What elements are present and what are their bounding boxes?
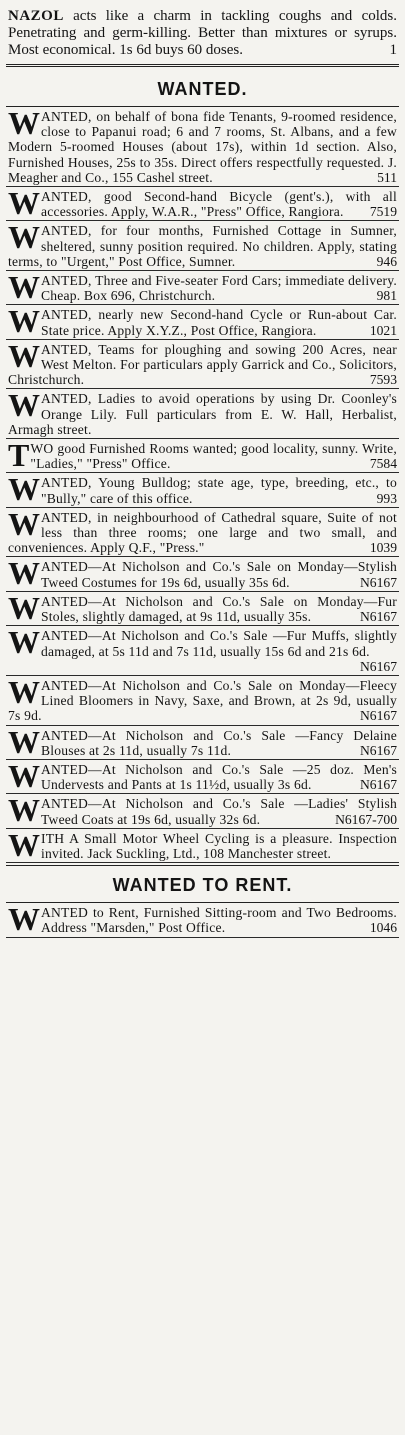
drop-capital: W [8,624,39,661]
classified-ad [6,439,399,473]
drop-capital: W [8,105,39,141]
ad-text: ANTED—At Nicholson and Co.'s Sale on Monday—Fur Stoles, slightly damaged, at 9s 11d, usually 35s. [41,593,397,625]
ad-reference-number: N6167 [359,609,397,625]
drop-capital: T [8,437,29,474]
ad-text: ANTED—At Nicholson and Co.'s Sale —25 doz. Men's Undervests and Pants at 1s 11½d, usually 3s 6d. [41,761,397,793]
drop-capital: W [8,673,39,710]
ad-reference-number: 7593 [369,372,397,388]
ad-reference-number: N6167 [359,708,397,724]
classified-ad [6,626,399,676]
ad-text: WO good Furnished Rooms wanted; good locality, sunny. Write, "Ladies," "Press" Office. [30,441,397,472]
classified-ad [6,337,399,390]
ad-text: ANTED, Three and Five-seater Ford Cars; immediate delivery. Cheap. Box 696, Christchurch. [41,273,397,304]
ad-reference-number: 1021 [369,322,397,338]
drop-capital: W [8,303,39,340]
ad-text: ANTED—At Nicholson and Co.'s Sale —Ladies' Stylish Tweed Coats at 19s 6d, usually 32s 6d. [41,796,397,827]
drop-capital: W [8,757,39,794]
ad-text: ITH A Small Motor Wheel Cycling is a pleasure. Inspection invited. Jack Suckling, Ltd., 108 Manchester street. [41,830,397,861]
wanted-to-rent-heading: WANTED TO RENT. [6,865,399,903]
drop-capital: W [8,505,39,542]
classified-ad [6,757,399,794]
drop-capital: W [8,555,39,592]
drop-capital: W [8,723,39,760]
drop-capital: W [8,471,39,508]
classified-ad [6,187,399,221]
drop-capital: W [8,826,39,863]
ad-text: ANTED—At Nicholson and Co.'s Sale on Monday—Stylish Tweed Costumes for 19s 6d, usually 35s 6d. [41,559,397,590]
classified-ad [6,389,399,439]
classified-ad [6,826,399,863]
ad-reference-number: N6167 [359,574,397,590]
ad-reference-number: 946 [376,253,397,269]
classified-ad [6,903,399,937]
classified-ad [6,271,399,305]
ad-reference-number: N6167 [359,777,397,793]
drop-capital: W [8,792,39,829]
ad-reference-number: N6167 [359,658,397,674]
drop-capital: W [8,589,39,626]
ad-reference-number: 1046 [369,920,397,936]
classified-ad [6,221,399,271]
nazol-brand: NAZOL [8,8,64,24]
classified-ad [6,107,399,187]
classified-ad [6,305,399,339]
drop-capital: W [8,337,39,374]
ad-text: ANTED—At Nicholson and Co.'s Sale on Monday—Fleecy Lined Bloomers in Navy, Saxe, and Brown, at 2s 9d, usually 7s 9d. [8,677,397,724]
drop-capital: W [8,269,39,306]
nazol-text: acts like a charm in tackling coughs and colds. Penetrating and germ-killing. Better than mixtures or syrups. Most economical. 1s 6d buys 60 doses. [8,8,397,58]
ad-text: ANTED, in neighbourhood of Cathedral square, Suite of not less than three rooms; one large and two small, and conveniences. Apply Q.F., "Press." [8,509,397,556]
classified-ad [6,794,399,828]
ad-text: ANTED, Young Bulldog; state age, type, breeding, etc., to "Bully," care of this office. [41,475,397,506]
ad-reference-number: N6167-700 [335,811,397,827]
ad-reference-number: 7519 [369,204,397,220]
ad-reference-number: 511 [377,169,397,185]
classified-ad [6,589,399,626]
ad-text: ANTED, on behalf of bona fide Tenants, 9-roomed residence, close to Papanui road; 6 and 7 rooms, St. Albans, and a few Modern 5-roomed Houses (about 17s), within 1d section. Also, Furnished Houses, 25s to 35s. Direct offers respectfully requested. J. Meagher and Co., 155 Cashel street. [8,109,397,185]
drop-capital: W [8,219,39,256]
ad-text: ANTED to Rent, Furnished Sitting-room and Two Bedrooms. Address "Marsden," Post Office. [41,905,397,936]
classified-ad [6,473,399,507]
ad-reference-number: N6167 [359,742,397,758]
classified-ad [6,557,399,591]
ad-text: ANTED, Teams for ploughing and sowing 200 Acres, near West Melton. For particulars apply Garrick and Co., Solicitors, Christchurch. [8,341,397,388]
classified-ad [6,723,399,760]
ad-text: ANTED, nearly new Second-hand Cycle or Run-about Car. State price. Apply X.Y.Z., Post Office, Rangiora. [41,307,397,338]
classified-ad [6,673,399,726]
ad-text: ANTED—At Nicholson and Co.'s Sale —Fancy Delaine Blouses at 2s 11d, usually 7s 11d. [41,727,397,758]
drop-capital: W [8,901,39,938]
drop-capital: W [8,185,39,222]
wanted-ads-list [6,107,399,863]
rent-ads-list [6,903,399,937]
ad-reference-number: 7584 [369,456,397,472]
section-divider [6,64,399,67]
ad-text: ANTED—At Nicholson and Co.'s Sale —Fur Muffs, slightly damaged, at 5s 11d and 7s 11d, usually 15s 6d and 21s 6d. [41,628,397,659]
ad-reference-number: 1039 [369,540,397,556]
nazol-advert [6,2,399,59]
ad-text: ANTED, for four months, Furnished Cottage in Sumner, sheltered, sunny position required. No children. Apply, stating terms, to "Urgent," Post Office, Sumner. [8,223,397,269]
classified-ad [6,505,399,558]
ad-text: ANTED, Ladies to avoid operations by using Dr. Coonley's Orange Lily. Full particulars from E. W. Hall, Herbalist, Armagh street. [8,391,397,437]
ad-text: ANTED, good Second-hand Bicycle (gent's.), with all accessories. Apply, W.A.R., "Press" Office, Rangiora. [41,189,397,220]
wanted-heading: WANTED. [6,70,399,107]
drop-capital: W [8,387,39,424]
nazol-code: 1 [389,42,397,58]
ad-reference-number: 993 [376,490,397,506]
ad-reference-number: 981 [376,288,397,304]
